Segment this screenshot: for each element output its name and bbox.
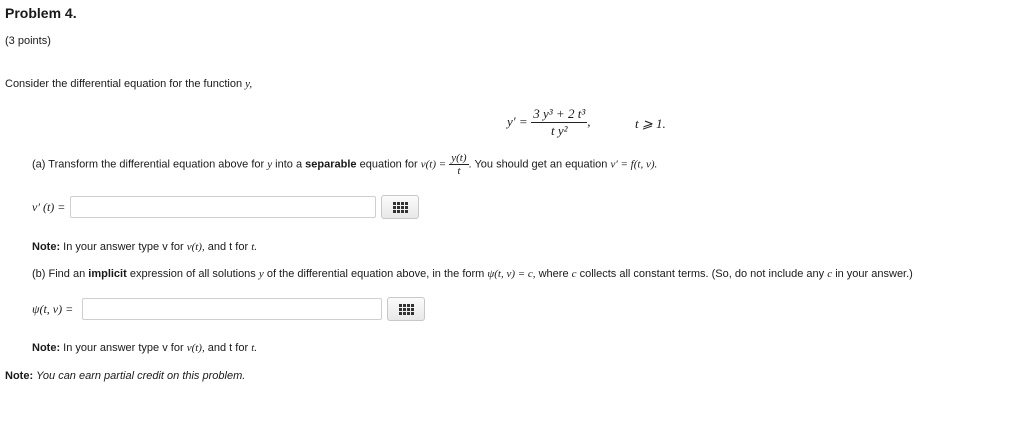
part-a-result: v′ = f(t, v). (610, 158, 658, 171)
part-a-v-num: y(t) (451, 152, 467, 164)
part-b-note-text-2: and t for (207, 342, 249, 354)
part-b-input-label: ψ(t, v) = (32, 301, 74, 316)
equation-fraction (531, 106, 587, 139)
part-a-note-var-t: t. (251, 241, 257, 253)
part-b-answer-row (32, 297, 425, 321)
intro-var: y, (245, 78, 253, 90)
part-a-bold: separable (305, 158, 357, 171)
part-a-answer-input[interactable] (70, 196, 376, 218)
part-b-note-bold: Note: (32, 342, 61, 354)
part-a-note-text-1: In your answer type v for (63, 241, 184, 253)
part-a-note-text-2: and t for (207, 241, 249, 253)
part-a-text-4: . You should get an equation (468, 158, 608, 171)
problem-title: Problem 4. (5, 5, 77, 21)
equation-comma: , (587, 113, 591, 129)
part-a-note (32, 241, 257, 253)
intro-text: Consider the differential equation for the function (5, 78, 243, 90)
part-b-var-y: y (258, 268, 264, 280)
part-a-text-3: equation for (359, 158, 418, 171)
part-b-bold: implicit (88, 268, 127, 280)
footer-note-bold: Note: (5, 370, 34, 382)
part-a-text-2: into a (275, 158, 303, 171)
part-a-v-den: t (457, 165, 461, 177)
part-b-text-6: in your answer.) (835, 268, 913, 280)
equation-lhs: y′ = (507, 113, 528, 129)
part-a-v-lhs: v(t) = (420, 158, 447, 171)
part-a-note-bold: Note: (32, 241, 61, 253)
part-b-form: ψ(t, v) = c, (487, 268, 536, 280)
main-equation (507, 106, 590, 139)
equation-denominator: t y² (550, 123, 568, 138)
problem-intro (5, 78, 252, 90)
part-a-text-1: (a) Transform the differential equation above for (32, 158, 265, 171)
part-b-prompt (32, 268, 913, 280)
footer-note-text: You can earn partial credit on this problem. (36, 370, 246, 382)
part-b-text-2: expression of all solutions (129, 268, 256, 280)
part-b-text-4: where (538, 268, 569, 280)
part-b-note-var-v: v(t), (186, 342, 205, 354)
part-b-text-1: (b) Find an (32, 268, 86, 280)
part-a-note-var-v: v(t), (186, 241, 205, 253)
part-b-text-5: collects all constant terms. (So, do not include any (579, 268, 825, 280)
part-b-answer-input[interactable] (82, 298, 382, 320)
equation-condition: t ⩾ 1. (635, 116, 666, 131)
part-b-palette-button[interactable] (387, 297, 425, 321)
part-b-note (32, 342, 257, 354)
part-b-text-3: of the differential equation above, in the form (266, 268, 485, 280)
part-a-prompt (32, 152, 657, 177)
part-a-var-y: y (267, 158, 273, 171)
grid-icon (393, 202, 408, 213)
part-a-input-label: v′ (t) = (32, 199, 66, 214)
part-b-var-c: c (571, 268, 577, 280)
points-label: (3 points) (5, 35, 51, 47)
part-a-palette-button[interactable] (381, 195, 419, 219)
equation-numerator: 3 y³ + 2 t³ (533, 106, 586, 121)
part-b-note-text-1: In your answer type v for (63, 342, 184, 354)
footer-note (5, 370, 245, 382)
grid-icon (399, 304, 414, 315)
part-a-answer-row (32, 195, 419, 219)
part-b-var-c2: c (827, 268, 833, 280)
part-b-note-var-t: t. (251, 342, 257, 354)
part-a-v-fraction (449, 152, 468, 177)
